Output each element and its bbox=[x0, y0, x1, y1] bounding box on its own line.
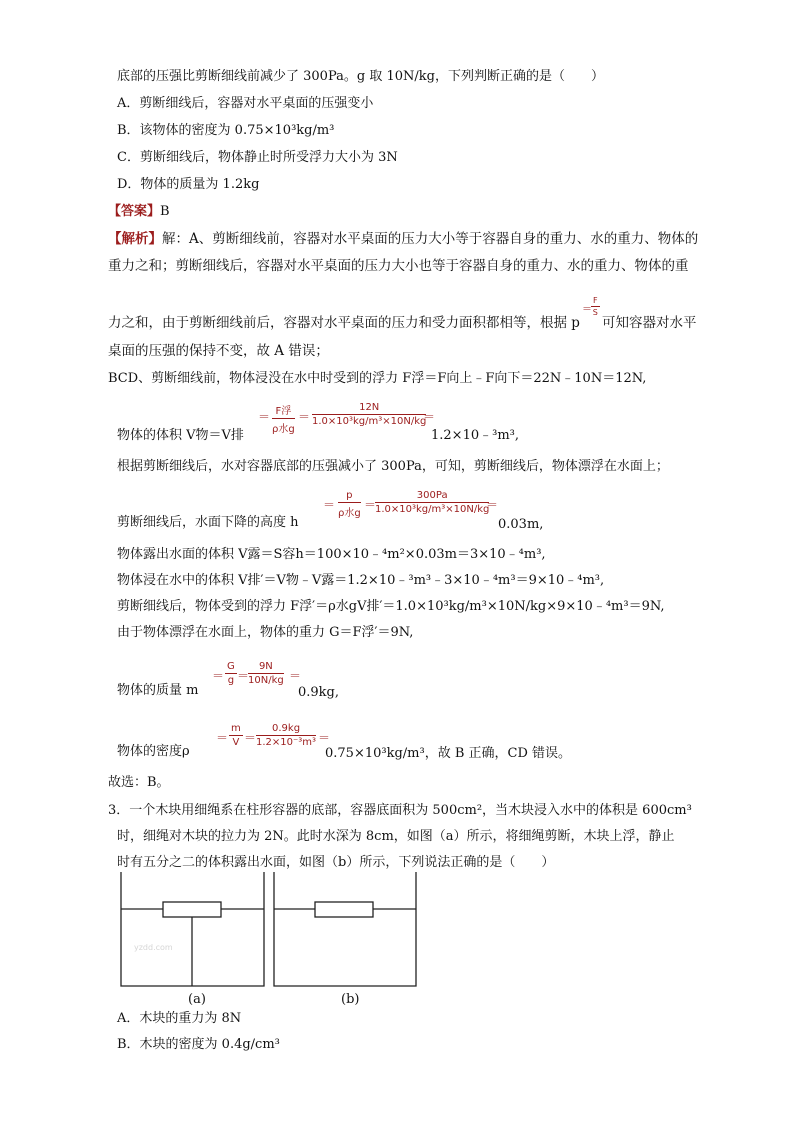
height-result: 0.03m, bbox=[498, 517, 544, 532]
h-eq-2: ＝ bbox=[364, 498, 377, 512]
formula-height-1-den: ρ水g bbox=[338, 508, 361, 519]
formula-pressure-den: S bbox=[592, 308, 598, 317]
vol-eq-1: ＝ bbox=[258, 410, 271, 424]
analysis-line-7: 根据剪断细线后，水对容器底部的压强减小了 300Pa，可知，剪断细线后，物体漂浮在水面上； bbox=[117, 459, 669, 474]
formula-mass-1 bbox=[225, 661, 237, 686]
formula-height-2-den: 1.0×10³kg/m³×10N/kg bbox=[375, 504, 490, 515]
container-a bbox=[121, 872, 264, 986]
option-a: A．剪断细线后，容器对水平桌面的压强变小 bbox=[117, 96, 374, 111]
analysis-label: 【解析】 bbox=[108, 231, 162, 247]
question-stem: 底部的压强比剪断细线前减少了 300Pa。g 取 10N/kg，下列判断正确的是（ ） bbox=[117, 69, 604, 84]
wood-block-b bbox=[315, 902, 373, 917]
analysis-line-6: 物体的体积 V物＝V排 bbox=[117, 428, 244, 443]
analysis-line-13: 物体的质量 m bbox=[117, 683, 199, 698]
formula-pressure-num: F bbox=[593, 296, 598, 305]
option-d: D．物体的质量为 1.2kg bbox=[117, 177, 260, 192]
formula-mass-2-den: 10N/kg bbox=[248, 675, 284, 686]
container-b bbox=[274, 872, 416, 986]
answer-label: 【答案】 bbox=[108, 204, 161, 219]
option-b: B．该物体的密度为 0.75×10³kg/m³ bbox=[117, 123, 335, 138]
wood-block-a bbox=[163, 902, 221, 917]
m-eq-2: ＝ bbox=[237, 669, 250, 683]
r-eq-3: ＝ bbox=[318, 731, 331, 745]
figure-label-a: (a) bbox=[188, 992, 206, 1007]
q3-option-b: B．木块的密度为 0.4g/cm³ bbox=[117, 1037, 280, 1052]
analysis-line-3b: 可知容器对水平 bbox=[602, 315, 697, 331]
formula-density-1 bbox=[229, 723, 243, 748]
analysis-line-11: 剪断细线后，物体受到的浮力 F浮′＝ρ水gV排′＝1.0×10³kg/m³×10N/kg×9×10﹣⁴m³＝9N, bbox=[117, 599, 665, 614]
formula-height-2-num: 300Pa bbox=[375, 490, 489, 503]
formula-volume-1-den: ρ水g bbox=[272, 424, 295, 435]
formula-density-2 bbox=[256, 723, 316, 748]
analysis-line-10: 物体浸在水中的体积 V排′＝V物﹣V露＝1.2×10﹣³m³﹣3×10﹣⁴m³＝9×10﹣⁴m³, bbox=[117, 573, 605, 588]
formula-density-1-den: V bbox=[232, 737, 240, 748]
q3-line-3: 时有五分之二的体积露出水面，如图（b）所示，下列说法正确的是（ ） bbox=[117, 855, 555, 870]
q3-option-a: A．木块的重力为 8N bbox=[117, 1011, 242, 1026]
watermark: yzdd.com bbox=[134, 943, 173, 952]
analysis-line-15: 故选：B。 bbox=[108, 775, 170, 790]
analysis-text-1: 解：A、剪断细线前，容器对水平桌面的压力大小等于容器自身的重力、水的重力、物体的 bbox=[162, 231, 699, 247]
formula-mass-1-num: G bbox=[227, 661, 235, 672]
option-c: C．剪断细线后，物体静止时所受浮力大小为 3N bbox=[117, 150, 398, 165]
answer-value: B bbox=[160, 204, 170, 219]
formula-volume-2-den: 1.0×10³kg/m³×10N/kg bbox=[312, 416, 427, 427]
formula-density-2-num: 0.9kg bbox=[256, 723, 316, 736]
formula-volume-1 bbox=[272, 402, 295, 435]
mass-result: 0.9kg, bbox=[298, 685, 340, 700]
answer-line bbox=[108, 204, 170, 220]
formula-density-2-den: 1.2×10⁻³m³ bbox=[256, 737, 317, 748]
q3-line-1: 3．一个木块用细绳系在柱形容器的底部，容器底面积为 500cm²，当木块浸入水中的体积是 600cm³ bbox=[108, 803, 692, 818]
analysis-line-8: 剪断细线后，水面下降的高度 h bbox=[117, 515, 299, 530]
formula-height-2 bbox=[375, 490, 489, 515]
h-eq-3: ＝ bbox=[486, 498, 499, 512]
formula-height-1 bbox=[338, 490, 361, 519]
formula-pressure bbox=[591, 296, 600, 317]
analysis-line-14: 物体的密度ρ bbox=[117, 744, 190, 759]
vol-eq-2: ＝ bbox=[298, 410, 311, 424]
q3-line-2: 时，细绳对木块的拉力为 2N。此时水深为 8cm，如图（a）所示，将细绳剪断，木块上浮，静止 bbox=[117, 829, 675, 844]
figure-label-b: (b) bbox=[341, 992, 360, 1007]
density-result: 0.75×10³kg/m³，故 B 正确，CD 错误。 bbox=[325, 746, 572, 761]
formula-volume-2-num: 12N bbox=[312, 402, 426, 415]
analysis-line-9: 物体露出水面的体积 V露＝S容h＝100×10﹣⁴m²×0.03m＝3×10﹣⁴m³, bbox=[117, 547, 546, 562]
analysis-line-12: 由于物体漂浮在水面上，物体的重力 G＝F浮′＝9N, bbox=[117, 625, 414, 640]
container-figure bbox=[118, 872, 423, 1014]
formula-mass-1-den: g bbox=[227, 675, 235, 686]
container-b-walls bbox=[274, 872, 416, 986]
analysis-line-3a: 力之和，由于剪断细线前后，容器对水平桌面的压力和受力面积都相等，根据 p bbox=[108, 315, 580, 331]
volume-result: 1.2×10﹣³m³, bbox=[431, 428, 519, 443]
m-eq-1: ＝ bbox=[212, 669, 225, 683]
analysis-line-1 bbox=[108, 231, 698, 247]
h-eq-1: ＝ bbox=[323, 498, 336, 512]
formula-height-1-num: p bbox=[338, 490, 361, 503]
analysis-line-2: 重力之和；剪断细线后，容器对水平桌面的压力大小也等于容器自身的重力、水的重力、物体的重 bbox=[108, 258, 689, 274]
r-eq-2: ＝ bbox=[244, 731, 257, 745]
formula-mass-2-num: 9N bbox=[248, 661, 284, 674]
formula-density-1-num: m bbox=[231, 723, 241, 734]
analysis-line-5: BCD、剪断细线前，物体浸没在水中时受到的浮力 F浮＝F向上﹣F向下＝22N﹣10N＝12N, bbox=[108, 371, 647, 386]
analysis-line-4: 桌面的压强的保持不变，故 A 错误； bbox=[108, 343, 329, 359]
r-eq-1: ＝ bbox=[216, 731, 229, 745]
m-eq-3: ＝ bbox=[289, 669, 302, 683]
formula-pressure-eq: ＝ bbox=[582, 304, 592, 315]
vol-eq-3: ＝ bbox=[423, 410, 436, 424]
formula-volume-1-num: F浮 bbox=[272, 402, 295, 419]
formula-volume-2 bbox=[312, 402, 426, 427]
formula-mass-2 bbox=[248, 661, 284, 686]
